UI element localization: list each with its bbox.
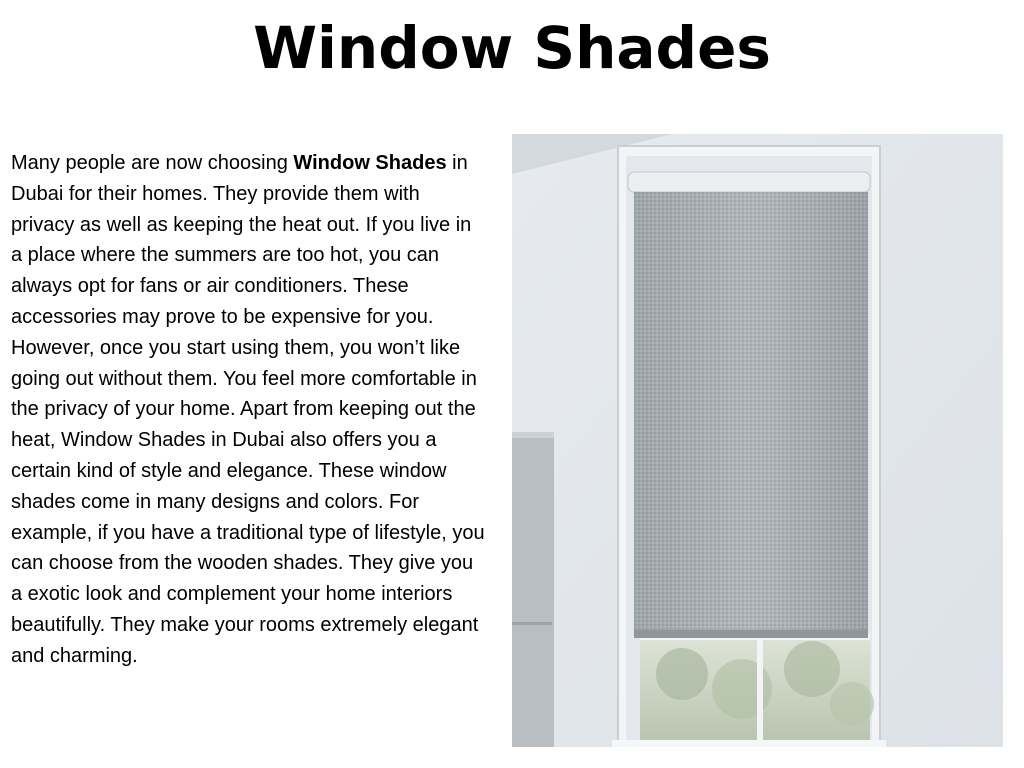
slide-title: Window Shades	[253, 14, 771, 82]
window-shade-illustration	[512, 134, 1003, 747]
window-shade-photo	[512, 134, 1003, 747]
paragraph-rest: in Dubai for their homes. They provide them with privacy as well as keeping the heat out. If you live in a place where the summers are too hot, you can always opt for fans or air conditioners. These accessories may prove to be expensive for you. However, once you start using them, you won’t like going out without them. You feel more comfortable in the privacy of your home. Apart from keeping out the heat, Window Shades in Dubai also offers you a certain kind of style and elegance. These window shades come in many designs and colors. For example, if you have a traditional type of lifestyle, you can choose from the wooden shades. They give you a exotic look and complement your home interiors beautifully. They make your rooms extremely elegant and charming.	[11, 152, 485, 667]
paragraph-lead: Many people are now choosing	[11, 152, 294, 174]
paragraph-bold: Window Shades	[293, 152, 447, 174]
body-paragraph	[11, 148, 485, 672]
